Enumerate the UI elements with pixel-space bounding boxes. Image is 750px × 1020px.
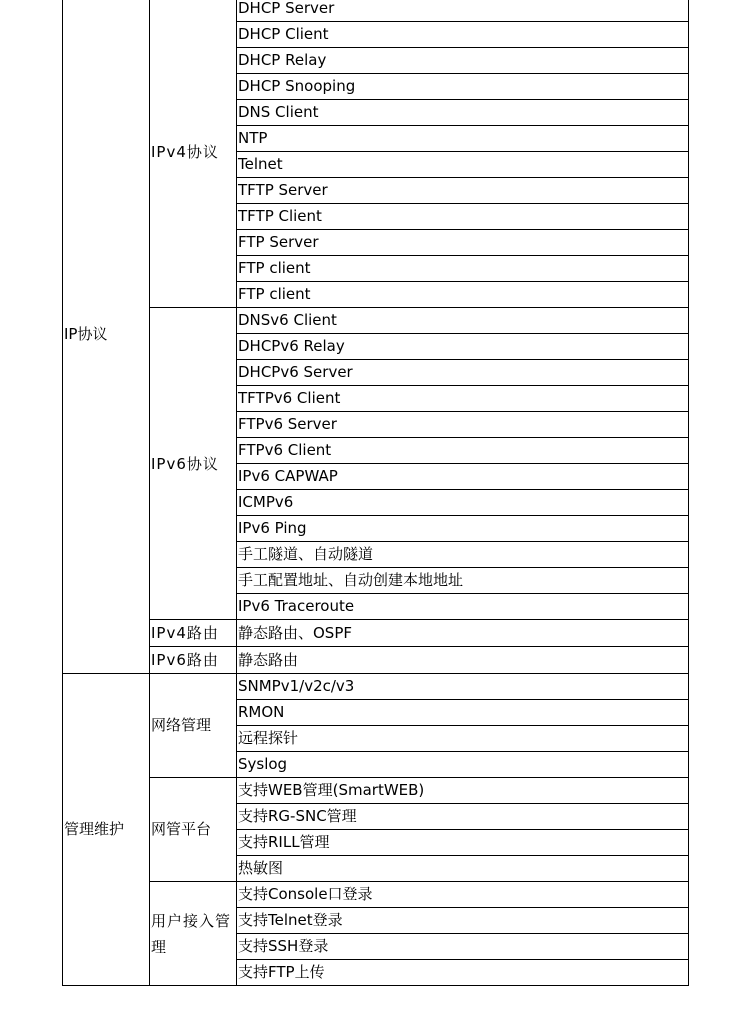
feature-item-cell: FTPv6 Client <box>237 438 689 464</box>
feature-item-cell: TFTP Client <box>237 204 689 230</box>
feature-item-cell: DNSv6 Client <box>237 308 689 334</box>
feature-item-cell: Telnet <box>237 152 689 178</box>
table-row <box>63 308 689 334</box>
table-row <box>63 620 689 647</box>
feature-item-cell: SNMPv1/v2c/v3 <box>237 674 689 700</box>
feature-item-cell: Syslog <box>237 752 689 778</box>
feature-item-cell: DHCP Relay <box>237 48 689 74</box>
feature-item-cell: 热敏图 <box>237 856 689 882</box>
subcategory-cell: IPv4路由 <box>150 620 237 647</box>
feature-item-cell: 手工配置地址、自动创建本地地址 <box>237 568 689 594</box>
feature-item-cell: 支持SSH登录 <box>237 934 689 960</box>
feature-item-cell: DHCP Client <box>237 22 689 48</box>
feature-item-cell: DHCP Server <box>237 0 689 22</box>
feature-item-cell: 支持RG-SNC管理 <box>237 804 689 830</box>
category-cell: 管理维护 <box>63 674 150 986</box>
subcategory-cell: 网管平台 <box>150 778 237 882</box>
feature-item-cell: 支持Console口登录 <box>237 882 689 908</box>
feature-item-cell: 远程探针 <box>237 726 689 752</box>
feature-item-cell: IPv6 Ping <box>237 516 689 542</box>
feature-item-cell: FTPv6 Server <box>237 412 689 438</box>
feature-item-cell: TFTP Server <box>237 178 689 204</box>
table-row <box>63 674 689 700</box>
feature-item-cell: ICMPv6 <box>237 490 689 516</box>
table-row <box>63 882 689 908</box>
feature-item-cell: 支持WEB管理(SmartWEB) <box>237 778 689 804</box>
feature-item-cell: 支持FTP上传 <box>237 960 689 986</box>
subcategory-cell: 网络管理 <box>150 674 237 778</box>
subcategory-cell: IPv6路由 <box>150 647 237 674</box>
feature-item-cell: FTP client <box>237 256 689 282</box>
feature-item-cell: RMON <box>237 700 689 726</box>
subcategory-cell: 用户接入管理 <box>150 882 237 986</box>
feature-item-cell: DHCP Snooping <box>237 74 689 100</box>
feature-item-cell: 支持RILL管理 <box>237 830 689 856</box>
feature-item-cell: IPv6 CAPWAP <box>237 464 689 490</box>
feature-item-cell: IPv6 Traceroute <box>237 594 689 620</box>
feature-item-cell: DHCPv6 Server <box>237 360 689 386</box>
feature-item-cell: FTP client <box>237 282 689 308</box>
subcategory-cell: IPv6协议 <box>150 308 237 620</box>
subcategory-cell: IPv4协议 <box>150 0 237 308</box>
feature-item-cell: 手工隧道、自动隧道 <box>237 542 689 568</box>
feature-item-cell: 静态路由、OSPF <box>237 620 689 647</box>
feature-item-cell: DHCPv6 Relay <box>237 334 689 360</box>
spec-table-body <box>63 0 689 986</box>
feature-item-cell: NTP <box>237 126 689 152</box>
category-cell: IP协议 <box>63 0 150 674</box>
feature-item-cell: TFTPv6 Client <box>237 386 689 412</box>
feature-item-cell: DNS Client <box>237 100 689 126</box>
table-row <box>63 0 689 22</box>
table-row <box>63 778 689 804</box>
feature-item-cell: 支持Telnet登录 <box>237 908 689 934</box>
feature-spec-table <box>62 0 689 986</box>
feature-item-cell: 静态路由 <box>237 647 689 674</box>
table-row <box>63 647 689 674</box>
feature-item-cell: FTP Server <box>237 230 689 256</box>
